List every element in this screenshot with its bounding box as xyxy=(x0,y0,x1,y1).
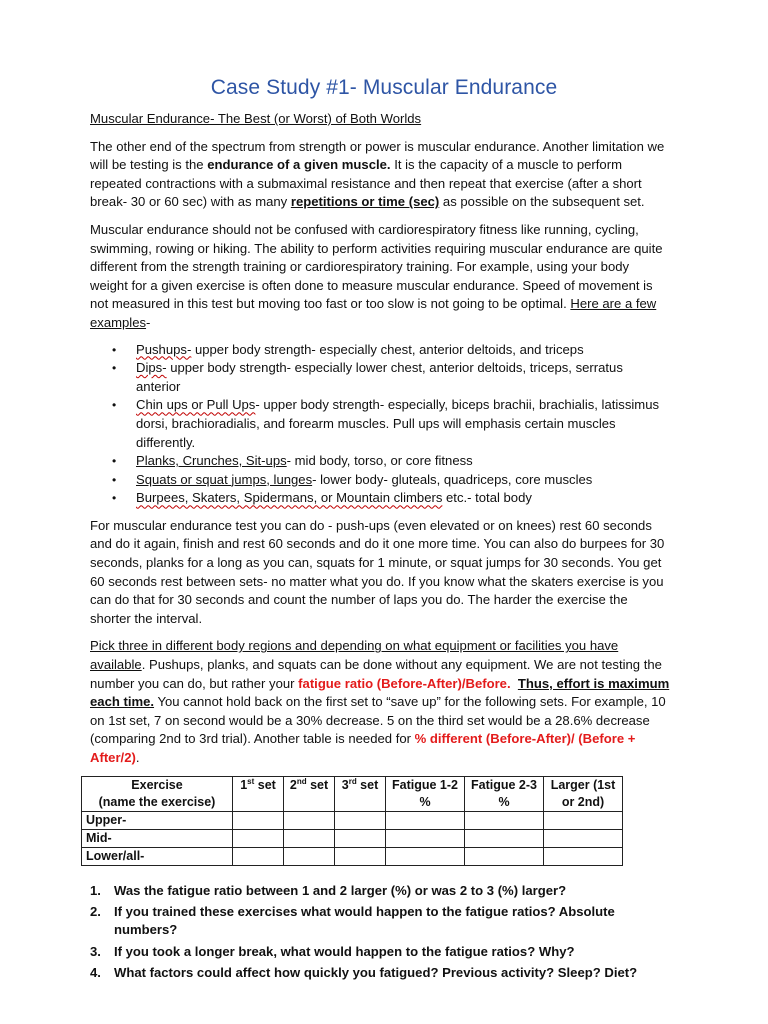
question-text: Was the fatigue ratio between 1 and 2 larger (%) or was 2 to 3 (%) larger? xyxy=(114,882,567,898)
paragraph-fatigue-ratio xyxy=(90,637,670,767)
list-item xyxy=(90,452,670,471)
question-text: If you trained these exercises what would happen to the fatigue ratios? Absolute numbers? xyxy=(114,903,615,938)
example-text: etc.- total body xyxy=(442,490,532,506)
example-text: upper body strength- especially lower chest, anterior deltoids, triceps, serratus anterior xyxy=(136,360,623,394)
cell-empty[interactable] xyxy=(465,847,544,865)
cell-empty[interactable] xyxy=(386,811,465,829)
question-item xyxy=(90,943,670,962)
p1-bold-endurance: endurance of a given muscle. xyxy=(207,157,391,173)
header-fatigue-2-3: Fatigue 2-3 % xyxy=(465,776,544,811)
header-set1-num: 1 xyxy=(240,777,248,792)
header-set1 xyxy=(233,776,284,811)
questions-list xyxy=(90,882,670,983)
example-text: - upper body strength- especially, biceps brachii, brachialis, latissimus dorsi, brachioradialis, and forearm muscles. Pull ups will emphasis certain muscles differently. xyxy=(136,397,660,450)
question-text: If you took a longer break, what would happen to the fatigue ratios? Why? xyxy=(114,943,575,959)
list-item xyxy=(90,341,670,360)
cell-empty[interactable] xyxy=(544,829,623,847)
row-label-mid: Mid- xyxy=(82,829,233,847)
document-body xyxy=(86,110,670,985)
bullet-icon: • xyxy=(112,472,117,487)
p4-spacer xyxy=(511,676,518,691)
example-label: Dips- xyxy=(136,360,167,376)
cell-empty[interactable] xyxy=(335,847,386,865)
row-label-upper: Upper- xyxy=(82,811,233,829)
p4-text-b: . Pushups, planks, and squats can be done without any equipment. We are not testing the number you can do, but rather your xyxy=(90,657,662,691)
header-set2-sup: nd xyxy=(296,776,307,786)
header-set3-num: 3 xyxy=(341,777,349,792)
p4-text-f: You cannot hold back on the first set to “save up” for the following sets. For example, 10 on 1st set, 7 on second would be a 30% decrease. 5 on the third set would be a 28.6% decrease (comparing 2nd to 3rd trial). Another table is needed for xyxy=(90,694,666,747)
cell-empty[interactable] xyxy=(284,811,335,829)
cell-empty[interactable] xyxy=(335,829,386,847)
list-item xyxy=(90,396,670,452)
header-set3 xyxy=(335,776,386,811)
header-larger: Larger (1st or 2nd) xyxy=(544,776,623,811)
example-label: Burpees, Skaters, Spidermans, or Mountain climbers xyxy=(136,490,443,506)
list-item xyxy=(90,359,670,396)
p4-maximum-effort: Thus, effort is maximum each time. xyxy=(90,675,670,710)
header-set1-sup: st xyxy=(247,776,255,786)
cell-empty[interactable] xyxy=(544,847,623,865)
example-label: Planks, Crunches, Sit-ups xyxy=(136,453,287,469)
bullet-icon: • xyxy=(112,398,117,413)
question-number: 4. xyxy=(90,964,101,980)
table-row xyxy=(82,811,623,829)
question-number: 3. xyxy=(90,943,101,959)
cell-empty[interactable] xyxy=(386,829,465,847)
paragraph-cardio-comparison xyxy=(90,221,670,333)
percent-different-formula: % different (Before-After)/ (Before + After/2) xyxy=(90,731,636,765)
p1-text-e: as possible on the subsequent set. xyxy=(439,194,645,210)
cell-empty[interactable] xyxy=(465,811,544,829)
list-item xyxy=(90,471,670,490)
p1-bold-repetitions: repetitions or time (sec) xyxy=(290,194,440,210)
bullet-icon: • xyxy=(112,454,117,469)
example-text: - mid body, torso, or core fitness xyxy=(286,453,473,469)
cell-empty[interactable] xyxy=(233,829,284,847)
header-set2-txt: set xyxy=(306,777,329,792)
header-set1-txt: set xyxy=(254,777,276,792)
header-fatigue-1-2: Fatigue 1-2 % xyxy=(386,776,465,811)
p2-examples-link: Here are a few examples xyxy=(90,296,657,330)
examples-list xyxy=(90,341,670,508)
subheading: Muscular Endurance- The Best (or Worst) of Both Worlds xyxy=(90,111,422,126)
list-item xyxy=(90,489,670,508)
p1-text-a: The other end of the spectrum from strength or power is muscular endurance. Another limitation we will be testing is the xyxy=(90,138,665,173)
bullet-icon: • xyxy=(112,361,117,376)
cell-empty[interactable] xyxy=(544,811,623,829)
cell-empty[interactable] xyxy=(284,829,335,847)
fatigue-ratio-formula: fatigue ratio (Before-After)/Before. xyxy=(298,675,511,691)
header-set2 xyxy=(284,776,335,811)
p1-text-c: It is the capacity of a muscle to perform repeated contractions with a submaximal resistance and then repeat that exercise (after a short break- 30 or 60 sec) with as many xyxy=(90,157,642,210)
table-header-row xyxy=(82,776,623,811)
table-row xyxy=(82,847,623,865)
example-label: Chin ups or Pull Ups xyxy=(136,397,256,413)
example-text: - lower body- gluteals, quadriceps, core muscles xyxy=(312,471,593,487)
cell-empty[interactable] xyxy=(335,811,386,829)
question-number: 2. xyxy=(90,903,101,919)
p4-pick-three: Pick three in different body regions and depending on what equipment or facilities you have available xyxy=(90,638,619,673)
cell-empty[interactable] xyxy=(386,847,465,865)
example-text: upper body strength- especially chest, anterior deltoids, and triceps xyxy=(191,341,584,357)
example-label: Squats or squat jumps, lunges xyxy=(136,471,313,487)
document-title: Case Study #1- Muscular Endurance xyxy=(210,76,558,99)
paragraph-definition xyxy=(90,138,670,212)
question-text: What factors could affect how quickly you fatigued? Previous activity? Sleep? Diet? xyxy=(114,964,638,980)
p2-text-c: - xyxy=(146,314,151,330)
example-label: Pushups- xyxy=(136,341,192,357)
table-row xyxy=(82,829,623,847)
p2-text-a: Muscular endurance should not be confused with cardiorespiratory fitness like running, cycling, swimming, rowing or hiking. The ability to perform activities requiring muscular endurance are quite different from the strength training or cardiorespiratory training. For example, using your body weight for a given exercise is often done to measure muscular endurance. Speed of movement is not measured in this test but moving too fast or too slow is not going to be optimal. xyxy=(90,221,663,312)
cell-empty[interactable] xyxy=(233,811,284,829)
paragraph-test-instructions: For muscular endurance test you can do - push-ups (even elevated or on knees) rest 60 seconds and do it again, finish and rest 60 seconds and do it one more time. You can also do burpees for 30 seconds, planks for a long as you can, squats for 1 minute, or squat jumps for 30 seconds. You get 60 seconds rest between sets- no matter what you do. If you know what the skaters exercise is you can do that for 30 seconds and count the number of laps you do. The harder the exercise the shorter the interval. xyxy=(90,517,665,626)
question-item xyxy=(90,903,670,940)
bullet-icon: • xyxy=(112,491,117,506)
cell-empty[interactable] xyxy=(284,847,335,865)
cell-empty[interactable] xyxy=(465,829,544,847)
header-exercise: Exercise (name the exercise) xyxy=(82,776,233,811)
row-label-lower: Lower/all- xyxy=(82,847,233,865)
question-number: 1. xyxy=(90,882,101,898)
header-set3-sup: rd xyxy=(348,776,357,786)
p4-text-h: . xyxy=(135,750,140,765)
header-set2-num: 2 xyxy=(289,777,297,792)
bullet-icon: • xyxy=(112,342,117,357)
results-table xyxy=(81,776,623,866)
question-item xyxy=(90,882,670,901)
header-set3-txt: set xyxy=(356,777,379,792)
question-item xyxy=(90,964,670,983)
cell-empty[interactable] xyxy=(233,847,284,865)
